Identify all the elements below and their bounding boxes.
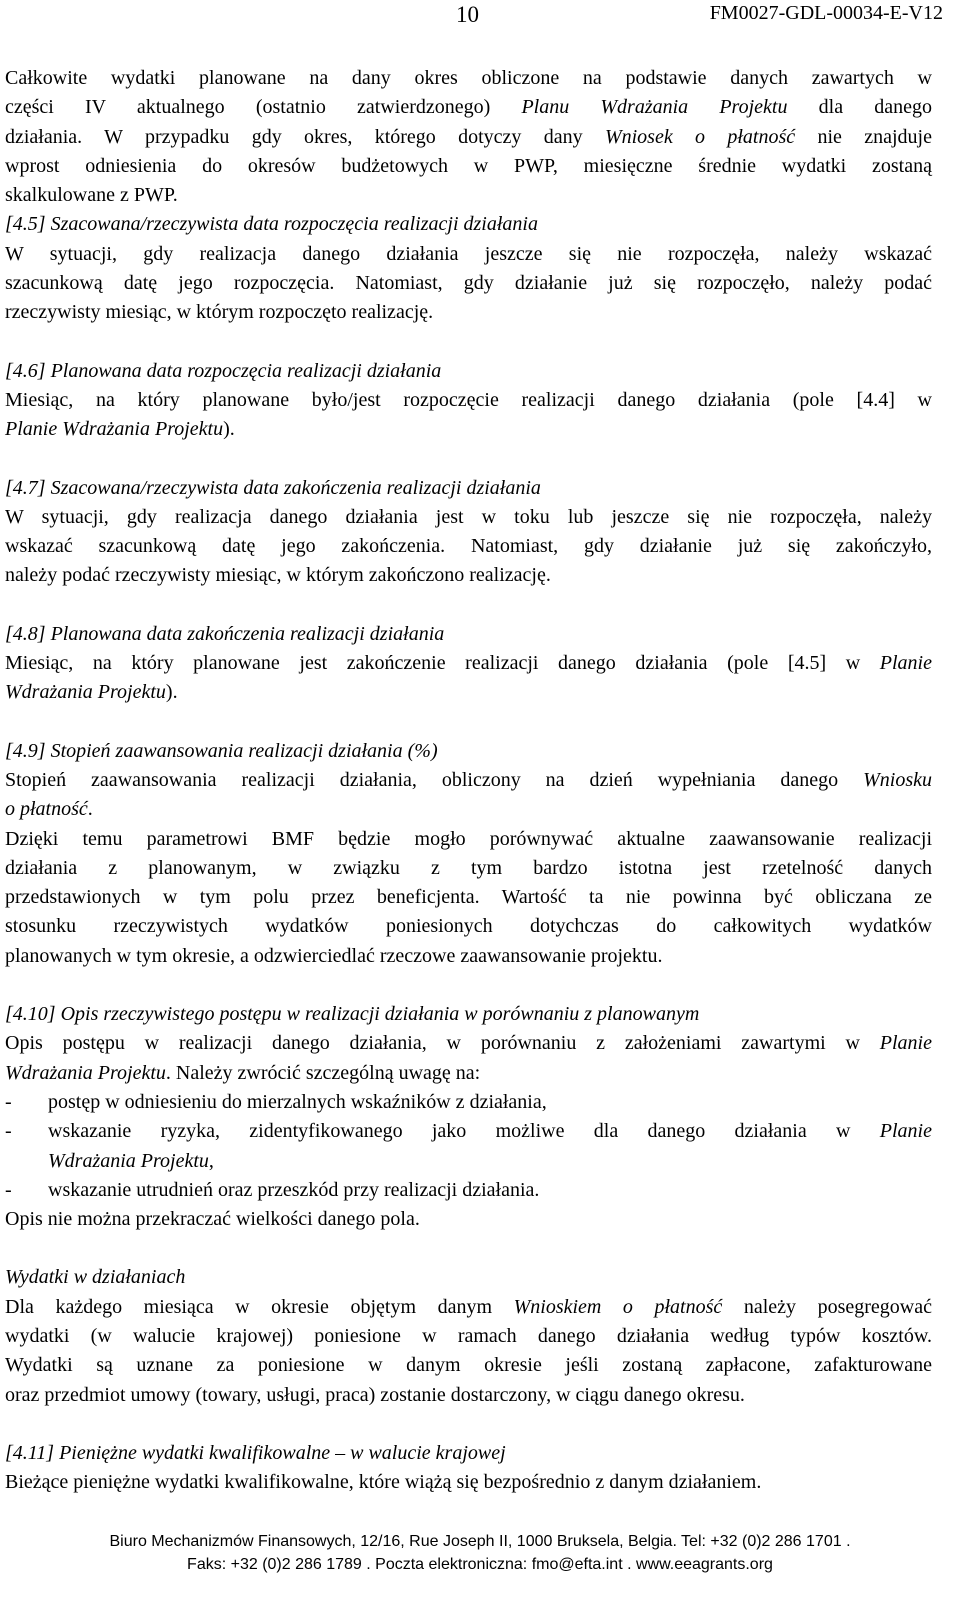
document-body [5, 64, 932, 1497]
paragraph-line: Wdrażania Projektu). [5, 681, 178, 704]
paragraph-line: szacunkową datę jego rozpoczęcia. Natomiast, gdy działanie już się rozpoczęło, należy podać [5, 272, 932, 295]
paragraph-line: W sytuacji, gdy realizacja danego działania jest w toku lub jeszcze się nie rozpoczęła, należy [5, 505, 932, 528]
section-heading-4-9: [4.9] Stopień zaawansowania realizacji działania (%) [5, 739, 438, 762]
section-heading-wydatki: Wydatki w działaniach [5, 1266, 186, 1289]
paragraph-line: Miesiąc, na który planowane jest zakończenie realizacji danego działania (pole [4.5] w Planie [5, 652, 932, 675]
paragraph-line: Opis postępu w realizacji danego działania, w porównaniu z założeniami zawartymi w Planie [5, 1032, 932, 1055]
intro-line: skalkulowane z PWP. [5, 184, 178, 207]
paragraph-line: przedstawionych w tym polu przez beneficjenta. Wartość ta nie powinna być obliczana ze [5, 886, 932, 909]
paragraph-line: Opis nie można przekraczać wielkości danego pola. [5, 1208, 420, 1231]
paragraph-line: planowanych w tym okresie, a odzwierciedlać rzeczowe zaawansowanie projektu. [5, 944, 663, 967]
list-item [5, 1176, 932, 1205]
paragraph-line: Miesiąc, na który planowane było/jest rozpoczęcie realizacji danego działania (pole [4.4] w [5, 388, 932, 411]
intro-line: wprost odniesienia do okresów budżetowych w PWP, miesięczne średnie wydatki zostaną [5, 154, 932, 177]
paragraph-line: Wdrażania Projektu. Należy zwrócić szczególną uwagę na: [5, 1061, 481, 1084]
intro-line: działania. W przypadku gdy okres, którego dotyczy dany Wniosek o płatność nie znajduje [5, 125, 932, 148]
section-heading-4-11: [4.11] Pieniężne wydatki kwalifikowalne – w walucie krajowej [5, 1441, 506, 1464]
list-item [5, 1088, 932, 1117]
paragraph-line: o płatność. [5, 798, 93, 821]
paragraph-line: W sytuacji, gdy realizacja danego działania jeszcze się nie rozpoczęła, należy wskazać [5, 242, 932, 265]
list-dash: - [5, 1120, 12, 1143]
paragraph-line: stosunku rzeczywistych wydatków poniesionych dotychczas do całkowitych wydatków [5, 915, 932, 938]
paragraph-line: Dla każdego miesiąca w okresie objętym danym Wnioskiem o płatność należy posegregować [5, 1295, 932, 1318]
list-dash: - [5, 1178, 12, 1201]
section-heading-4-6: [4.6] Planowana data rozpoczęcia realizacji działania [5, 359, 442, 382]
footer-contact: Faks: +32 (0)2 286 1789 . Poczta elektroniczna: fmo@efta.int . www.eeagrants.org [187, 1556, 773, 1573]
list-item-text: postęp w odniesieniu do mierzalnych wskaźników z działania, [48, 1090, 547, 1113]
list-item-text: wskazanie ryzyka, zidentyfikowanego jako możliwe dla danego działania w Planie Wdrażania Projektu, [48, 1120, 932, 1172]
footer-address: Biuro Mechanizmów Finansowych, 12/16, Rue Joseph II, 1000 Bruksela, Belgia. Tel: +32 (0)2 286 1701 . [109, 1533, 851, 1550]
list-dash: - [5, 1090, 12, 1113]
paragraph-line: oraz przedmiot umowy (towary, usługi, praca) zostanie dostarczony, w ciągu danego okresu. [5, 1383, 745, 1406]
section-heading-4-5: [4.5] Szacowana/rzeczywista data rozpoczęcia realizacji działania [5, 213, 538, 236]
document-code: FM0027-GDL-00034-E-V12 [709, 2, 943, 24]
paragraph-line: Wydatki są uznane za poniesione w danym okresie jeśli zostaną zapłacone, zafakturowane [5, 1354, 932, 1377]
list-item-text: wskazanie utrudnień oraz przeszkód przy realizacji działania. [48, 1178, 540, 1201]
page-number: 10 [456, 2, 479, 27]
section-heading-4-8: [4.8] Planowana data zakończenia realizacji działania [5, 622, 445, 645]
paragraph-line: Planie Wdrażania Projektu). [5, 418, 235, 441]
paragraph-line: rzeczywisty miesiąc, w którym rozpoczęto realizację. [5, 301, 434, 324]
section-heading-4-7: [4.7] Szacowana/rzeczywista data zakończenia realizacji działania [5, 476, 541, 499]
paragraph-line: Dzięki temu parametrowi BMF będzie mogło porównywać aktualne zaawansowanie realizacji [5, 827, 932, 850]
intro-line: części IV aktualnego (ostatnio zatwierdzonego) Planu Wdrażania Projektu dla danego [5, 96, 932, 119]
paragraph-line: wskazać szacunkową datę jego zakończenia. Natomiast, gdy działanie już się zakończyło, [5, 535, 932, 558]
paragraph-line: należy podać rzeczywisty miesiąc, w którym zakończono realizację. [5, 564, 551, 587]
paragraph-line: działania z planowanym, w związku z tym bardzo istotna jest rzetelność danych [5, 856, 932, 879]
paragraph-line: Stopień zaawansowania realizacji działania, obliczony na dzień wypełniania danego Wniosku [5, 768, 932, 791]
list-item [5, 1117, 932, 1176]
paragraph-line: Bieżące pieniężne wydatki kwalifikowalne, które wiążą się bezpośrednio z danym działaniem. [5, 1471, 762, 1494]
section-heading-4-10: [4.10] Opis rzeczywistego postępu w realizacji działania w porównaniu z planowanym [5, 1003, 700, 1026]
intro-line: Całkowite wydatki planowane na dany okres obliczone na podstawie danych zawartych w [5, 67, 932, 89]
paragraph-line: wydatki (w walucie krajowej) poniesione w ramach danego działania według typów kosztów. [5, 1324, 932, 1347]
